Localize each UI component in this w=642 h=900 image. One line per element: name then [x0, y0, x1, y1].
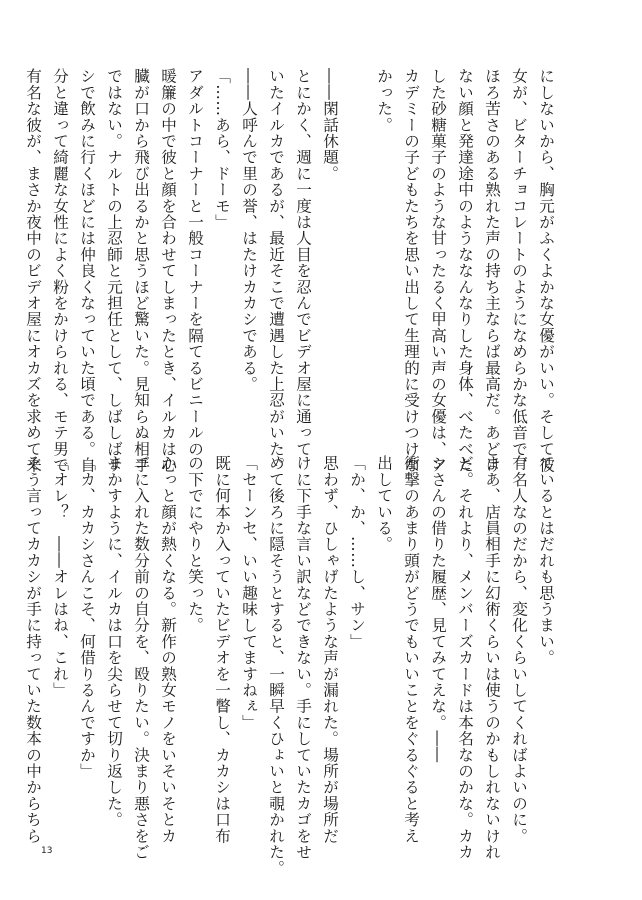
text-column: アダルトコーナーと一般コーナーを隔てるビニールの — [186, 68, 204, 457]
text-column: けに下手な言い訳などできない。手にしていたカゴをせ — [294, 455, 312, 860]
page-number: 13 — [41, 846, 53, 856]
text-column: ――閑話休題。 — [321, 68, 339, 182]
text-column: ない顔と発達途中のようななんなりした身体、べたべた — [456, 68, 474, 473]
text-column: 思わず、ひしゃげたような声が漏れた。場所が場所だ — [321, 455, 339, 844]
text-column: シで飲みに行くほどには仲良くなっていた頃である。自 — [78, 68, 96, 473]
text-column: ど。それより、メンバーズカードは本名なのかな。カカ — [456, 455, 474, 860]
text-column: ――人呼んで里の誉、はたけカカシである。 — [240, 68, 258, 392]
text-column: 暖簾の中で彼と顔を合わせてしまったとき、イルカは心 — [159, 68, 177, 473]
text-column: 出している。 — [375, 455, 393, 553]
text-column: 有名な彼が、まさか夜中のビデオ屋にオカズを求めて来 — [24, 68, 42, 473]
text-column: とにかく、週に一度は人目を忍んでビデオ屋に通って — [294, 68, 312, 457]
text-column: 女が、ビターチョコレートのようになめらかな低音で、 — [510, 68, 528, 473]
text-column: 「……あら、ドーモ」 — [213, 68, 231, 230]
text-column: ではない。ナルトの上忍師と元担任として、しばしばサ — [105, 68, 123, 473]
text-column: まあ、店員相手に幻術くらいは使うのかもしれないけれ — [483, 455, 501, 860]
text-column: 衝撃のあまり頭がどうでもいいことをぐるぐると考え — [402, 455, 420, 844]
text-column: 臓が口から飛び出るかと思うほど驚いた。見知らぬ相手 — [132, 68, 150, 473]
text-column: かった。 — [375, 68, 393, 133]
text-column: かっと顔が熱くなる。新作の熟女モノをいそいそとカ — [159, 455, 177, 844]
text-column: の下でにやりと笑った。 — [186, 455, 204, 634]
upper-text-block — [24, 68, 559, 473]
text-column: カデミーの子どもたちを思い出して生理的に受けつけな — [402, 68, 420, 473]
text-column: 分と違って綺麗な女性によく粉をかけられる、モテ男で — [51, 68, 69, 473]
text-column: 有名人なのだから、変化くらいしてくればよいのに。 — [510, 455, 528, 844]
blank-column — [343, 68, 370, 440]
text-column: ているとはだれも思うまい。 — [537, 455, 555, 666]
text-column: めて後ろに隠そうとすると、一瞬早くひょいと覗かれた。 — [267, 455, 285, 877]
text-column: 既に何本か入っていたビデオを一瞥し、カカシは口布 — [213, 455, 231, 844]
text-column: 「セーンセ、いい趣味してますねぇ」 — [240, 455, 258, 731]
text-column: 「か、か、……し、サン」 — [348, 455, 366, 650]
text-column: そう言ってカカシが手に持っていた数本の中からちら — [24, 455, 42, 844]
text-column: した砂糖菓子のような甘ったるく甲高い声の女優は、ア — [429, 68, 447, 473]
text-column: にしないから、胸元がふくよかな女優がいい。そして彼 — [537, 68, 555, 473]
text-column: まかすように、イルカは口を尖らせて切り返した。 — [105, 455, 123, 828]
text-column: いたイルカであるが、最近そこで遭遇した上忍がいた。 — [267, 68, 285, 473]
text-column: ゴに入れた数分前の自分を、殴りたい。決まり悪さをご — [132, 455, 150, 860]
text-column: シさんの借りた履歴、見てみてえな。―― — [429, 455, 447, 763]
text-column: 「オレ？ ――オレはね、これ」 — [51, 455, 69, 698]
text-column: 「カ、カカシさんこそ、何借りるんですか」 — [78, 455, 96, 779]
text-column: ほろ苦さのある熟れた声の持ち主ならば最高だ。あどけ — [483, 68, 501, 473]
